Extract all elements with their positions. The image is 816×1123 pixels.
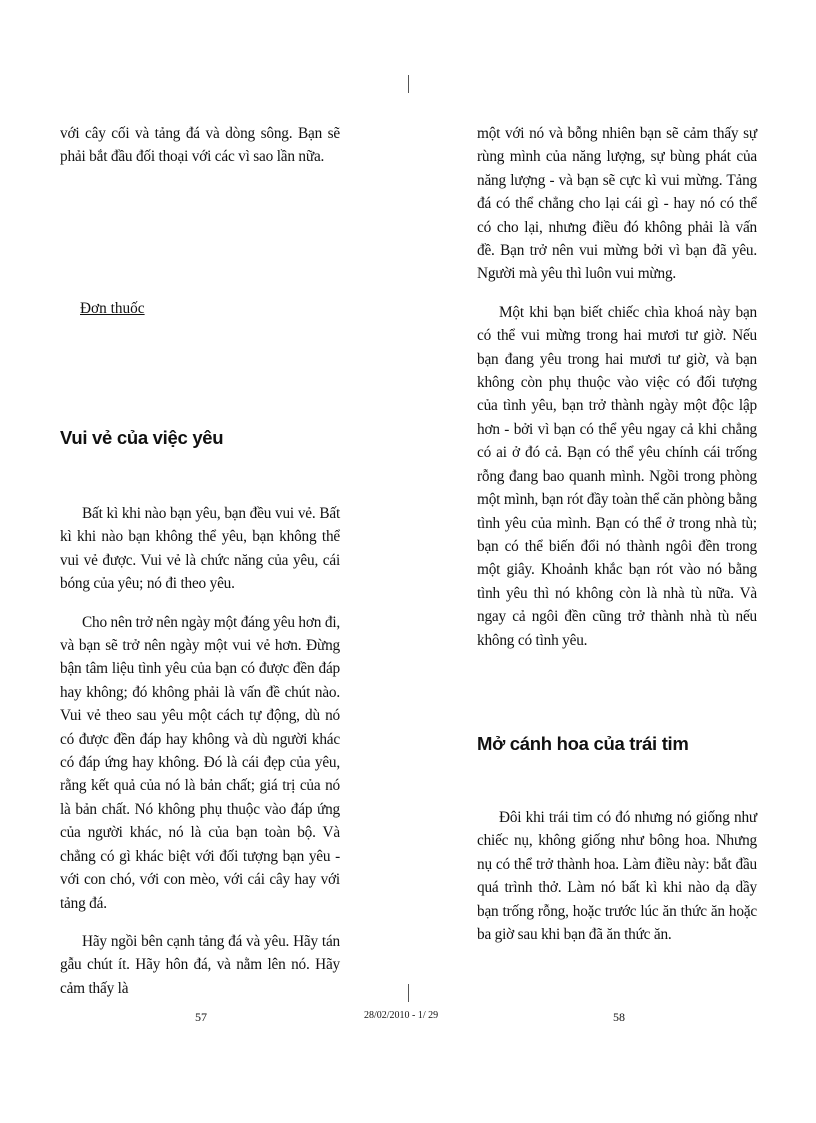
prescription-link[interactable]: Đơn thuốc — [80, 300, 145, 317]
left-section-body — [60, 502, 340, 1015]
center-divider-top — [408, 75, 409, 93]
left-intro-paragraph: với cây cối và tảng đá và dòng sông. Bạn sẽ phải bắt đầu đối thoại với các vì sao lần nữa. — [60, 125, 340, 166]
left-paragraph-3: Hãy ngồi bên cạnh tảng đá và yêu. Hãy tán gẫu chút ít. Hãy hôn đá, và nằm lên nó. Hãy cảm thấy là — [60, 932, 340, 997]
center-divider-bottom — [408, 984, 409, 1002]
right-page-number: 58 — [613, 1010, 625, 1024]
left-paragraph-1: Bất kì khi nào bạn yêu, bạn đều vui vẻ. Bất kì khi nào bạn không thể yêu, bạn không thể vui vẻ được. Vui vẻ là chức năng của yêu, cái bóng của yêu; nó đi theo yêu. — [60, 505, 340, 593]
left-page-number: 57 — [195, 1010, 207, 1024]
left-page-top-column — [60, 122, 340, 184]
left-section-heading: Vui vẻ của việc yêu — [60, 427, 224, 448]
right-section-heading: Mở cánh hoa của trái tim — [477, 733, 689, 754]
right-paragraph-2: Một khi bạn biết chiếc chìa khoá này bạn có thể vui mừng trong hai mươi tư giờ. Nếu bạn đang yêu trong hai mươi tư giờ, và bạn không còn phụ thuộc vào việc có đối tượng của tình yêu, bạn trở thành ngày một độc lập hơn - bởi vì bạn có thể yêu ngay cả khi chẳng có ai ở đó cả. Bạn có thể yêu chính cái trống rỗng đang bao quanh mình. Ngồi trong phòng một mình, bạn rót đầy toàn thể căn phòng bằng tình yêu của mình. Bạn có thể ở trong nhà tù; bạn có thể biến đổi nó thành ngôi đền trong một giây. Khoảnh khắc bạn rót vào nó bằng tình yêu thì nó không còn là nhà tù nữa. Và ngay cả ngôi đền cũng trở thành nhà tù nếu không có tình yêu. — [477, 303, 757, 649]
left-paragraph-2: Cho nên trở nên ngày một đáng yêu hơn đi, và bạn sẽ trở nên ngày một vui vẻ hơn. Đừng bận tâm liệu tình yêu của bạn có được đền đáp hay không; đó không phải là vấn đề chút nào. Vui vẻ theo sau yêu một cách tự động, dù nó có được đền đáp hay không và dù người khác có đáp ứng hay không. Đó là cái đẹp của yêu, rằng kết quả của nó là bản chất; giá trị của nó là bản chất. Nó không phụ thuộc vào đáp ứng của người khác, nó là của bạn toàn bộ. Và chẳng có gì khác biệt với đối tượng bạn yêu - với con chó, với con mèo, với cái cây hay với tảng đá. — [60, 613, 340, 912]
right-page-top-column — [477, 122, 757, 667]
right-section-paragraph: Đôi khi trái tim có đó nhưng nó giống như chiếc nụ, không giống như bông hoa. Nhưng nụ có thể trở thành hoa. Làm điều này: bắt đầu quá trình thở. Làm nó bất kì khi nào dạ dầy bạn trống rỗng, hoặc trước lúc ăn thức ăn hoặc ba giờ sau khi bạn đã ăn thức ăn. — [477, 809, 757, 944]
right-paragraph-1: một với nó và bỗng nhiên bạn sẽ cảm thấy sự rùng mình của năng lượng, sự bùng phát của năng lượng - và bạn sẽ cực kì vui mừng. Tảng đá có thể chẳng cho lại cái gì - hay nó có thể có cho lại, nhưng điều đó không phải là vấn đề. Bạn trở nên vui mừng bởi vì bạn đã yêu. Người mà yêu thì luôn vui mừng. — [477, 125, 757, 283]
right-section-body — [477, 806, 757, 961]
footer-date-page: 28/02/2010 - 1/ 29 — [364, 1010, 439, 1021]
